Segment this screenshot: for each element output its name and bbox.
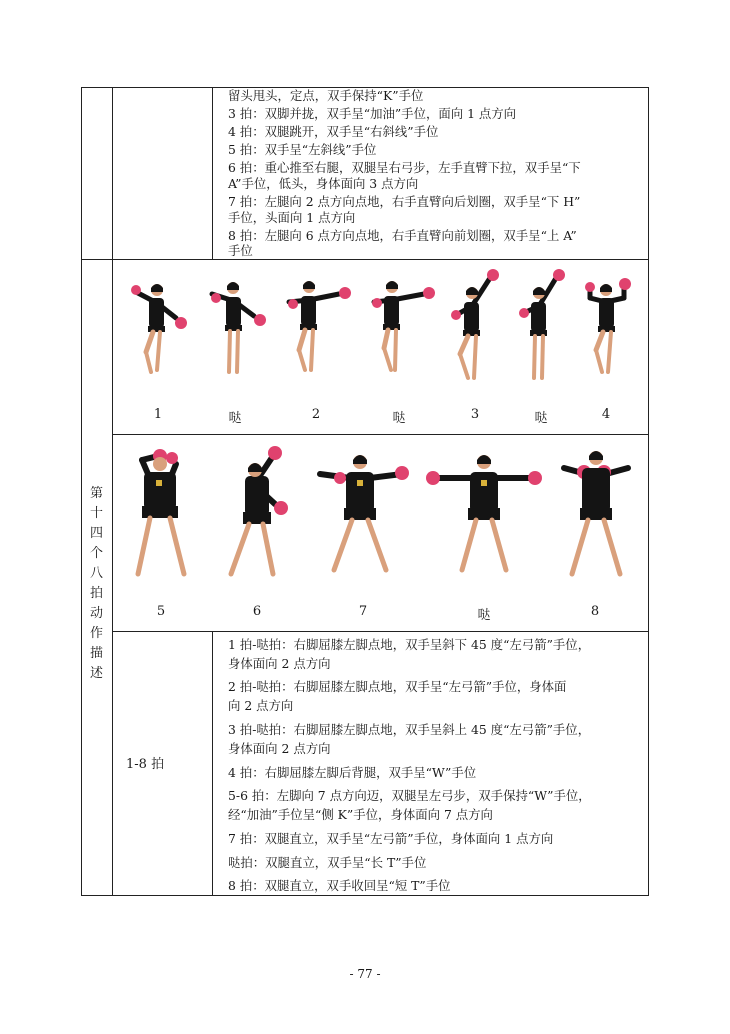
text-line: 6 拍：重心推至右腿，双腿呈右弓步，左手直臂下拉，双手呈“下 [228, 160, 581, 175]
text-line: A”手位，低头，身体面向 3 点方向 [228, 176, 419, 191]
text-line: 2 拍-哒拍：右脚屈膝左脚点地，双手呈“左弓箭”手位，身体面 [228, 679, 567, 694]
section-label-char: 描 [89, 646, 103, 661]
text-line: 3 拍：双脚并拢，双手呈“加油”手位，面向 1 点方向 [228, 106, 517, 121]
col-divider [112, 87, 113, 896]
beat-label: 哒 [392, 411, 406, 426]
text-line: 留头甩头，定点，双手保持“K”手位 [228, 88, 424, 103]
text-line: 1 拍-哒拍：右脚屈膝左脚点地，双手呈斜下 45 度“左弓箭”手位， [228, 637, 591, 652]
text-line: 8 拍：左腿向 6 点方向点地，右手直臂向前划圈，双手呈“上 A” [228, 228, 577, 243]
table-border-right [648, 87, 649, 896]
section-label-char: 动 [89, 606, 103, 621]
cheerleader-photo-7 [314, 450, 410, 580]
text-line: 7 拍：双腿直立，双手呈“左弓箭”手位，身体面向 1 点方向 [228, 831, 554, 846]
beat-label: 4 [601, 407, 611, 422]
cheerleader-photo-da-1 [202, 268, 268, 378]
text-line: 经“加油”手位呈“侧 K”手位，身体面向 7 点方向 [228, 807, 493, 822]
text-line: 哒拍：双腿直立，双手呈“长 T”手位 [228, 855, 427, 870]
row-divider [112, 434, 648, 435]
cheerleader-photo-da-4 [424, 450, 544, 580]
cheerleader-photo-da-3 [514, 266, 572, 384]
beat-label: 6 [252, 604, 262, 619]
col-divider [212, 631, 213, 896]
beat-label: 1 [153, 407, 163, 422]
text-line: 3 拍-哒拍：右脚屈膝左脚点地，双手呈斜上 45 度“左弓箭”手位， [228, 722, 591, 737]
cheerleader-photo-3 [446, 266, 504, 384]
section-label-char: 八 [89, 566, 103, 581]
cheerleader-photo-4 [580, 272, 636, 380]
text-line: 7 拍：左腿向 2 点方向点地，右手直臂向后划圈，双手呈“下 H” [228, 194, 581, 209]
beat-label: 5 [156, 604, 166, 619]
beat-label: 哒 [477, 608, 491, 623]
text-line: 5 拍：双手呈“左斜线”手位 [228, 142, 377, 157]
beat-label: 2 [311, 407, 321, 422]
beat-label: 3 [470, 407, 480, 422]
row-divider [112, 631, 648, 632]
text-line: 手位，头面向 1 点方向 [228, 210, 356, 225]
page-number: - 77 - [349, 967, 381, 981]
text-line: 4 拍：双腿跳开，双手呈“右斜线”手位 [228, 124, 439, 139]
cheerleader-photo-1 [124, 268, 190, 378]
section-label-char: 十 [89, 506, 103, 521]
text-line: 5-6 拍：左脚向 7 点方向迈，双腿呈左弓步，双手保持“W”手位， [228, 788, 591, 803]
text-line: 8 拍：双腿直立，双手收回呈“短 T”手位 [228, 878, 451, 893]
text-line: 身体面向 2 点方向 [228, 656, 331, 671]
beat-label: 哒 [534, 411, 548, 426]
beats-label: 1-8 拍 [126, 757, 165, 772]
cheerleader-photo-6 [225, 444, 291, 580]
table-border-bottom [81, 895, 648, 896]
section-label-char: 拍 [89, 586, 103, 601]
cheerleader-photo-5 [130, 444, 192, 580]
section-label-char: 作 [89, 626, 103, 641]
cheerleader-photo-8 [558, 446, 634, 580]
section-label-char: 述 [89, 666, 103, 681]
section-label-char: 第 [89, 486, 103, 501]
row-divider [81, 259, 648, 260]
section-label-char: 四 [89, 526, 103, 541]
col-divider [212, 87, 213, 260]
cheerleader-photo-2 [281, 270, 351, 378]
text-line: 4 拍：右脚屈膝左脚后背腿，双手呈“W”手位 [228, 765, 477, 780]
cheerleader-photo-da-2 [364, 270, 436, 378]
beat-label: 8 [590, 604, 600, 619]
beat-label: 7 [358, 604, 368, 619]
text-line: 身体面向 2 点方向 [228, 741, 331, 756]
text-line: 向 2 点方向 [228, 698, 294, 713]
section-label [81, 484, 112, 684]
beat-label: 哒 [228, 411, 242, 426]
section-label-char: 个 [89, 546, 103, 561]
text-line: 手位 [228, 243, 253, 258]
